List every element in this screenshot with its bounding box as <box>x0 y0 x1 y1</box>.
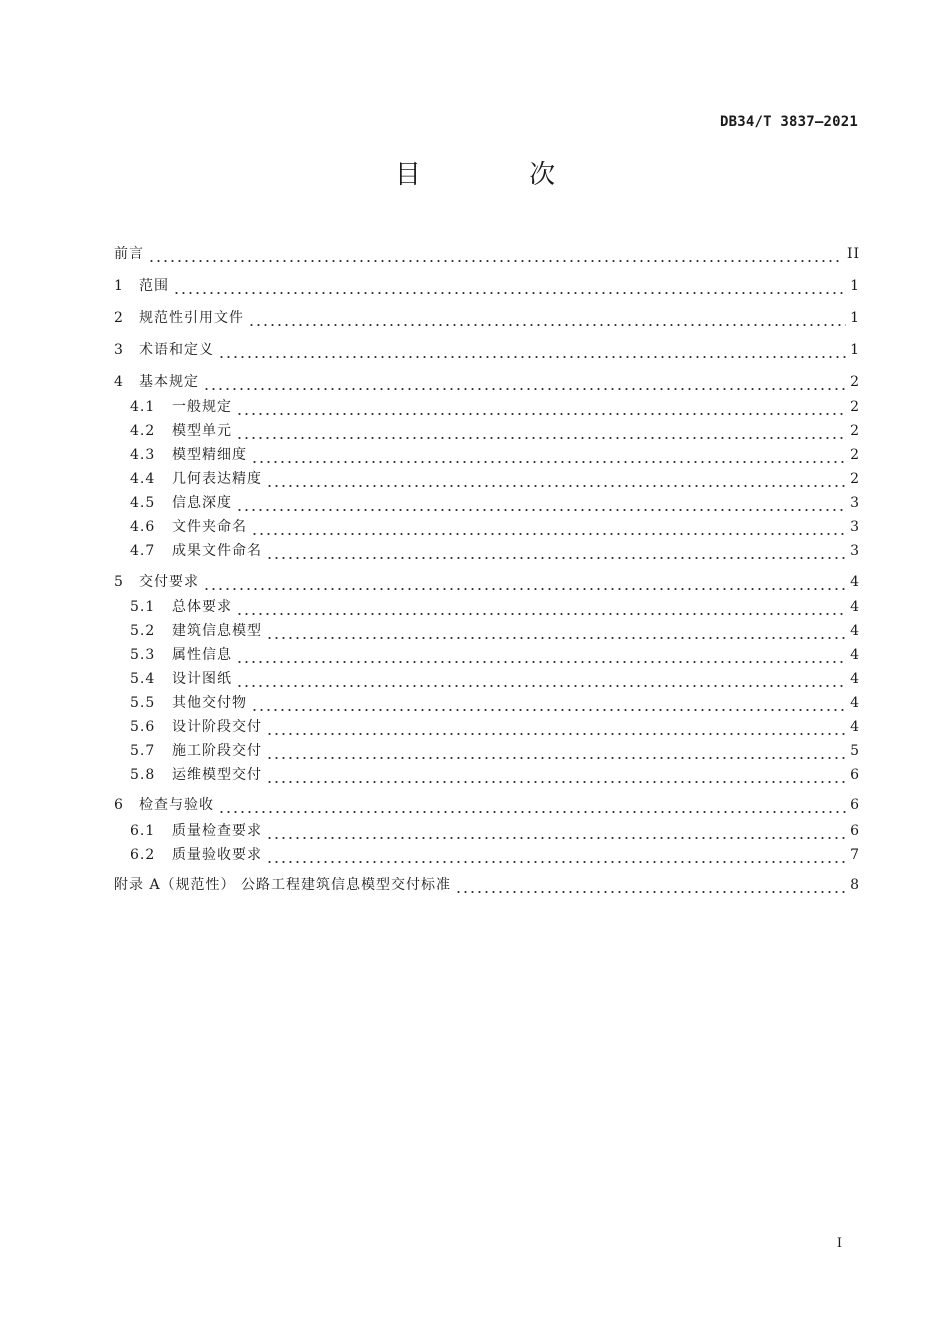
toc-entry-title: 规范性引用文件 <box>139 310 244 326</box>
toc-entry[interactable] <box>130 669 860 689</box>
toc-entry-title: 质量检查要求 <box>172 823 262 839</box>
toc-entry-number: 4.3 <box>130 447 156 463</box>
toc-entry[interactable] <box>130 421 860 441</box>
toc-entry[interactable] <box>130 645 860 665</box>
toc-entry-title: 模型精细度 <box>172 447 247 463</box>
toc-entry-page: 2 <box>850 447 860 463</box>
toc-entry-page: 6 <box>850 797 860 813</box>
toc-entry[interactable] <box>130 517 860 537</box>
toc-entry[interactable] <box>130 397 860 417</box>
toc-entry-number: 6.1 <box>130 823 156 839</box>
toc-entry-number: 2 <box>114 310 123 326</box>
toc-dot-leader <box>218 795 846 815</box>
toc-entry-number: 1 <box>114 278 123 294</box>
toc-entry-number: 4 <box>114 374 123 390</box>
toc-entry[interactable] <box>114 340 860 360</box>
toc-dot-leader <box>218 340 846 360</box>
toc-entry-page: 7 <box>850 847 860 863</box>
toc-entry-number: 4.7 <box>130 543 156 559</box>
toc-dot-leader <box>236 421 846 441</box>
toc-dot-leader <box>236 669 846 689</box>
toc-entry-page: 3 <box>850 543 860 559</box>
toc-entry-number: 4.1 <box>130 399 156 415</box>
toc-entry[interactable] <box>114 795 860 815</box>
toc-dot-leader <box>148 244 843 264</box>
toc-entry-page: 1 <box>850 342 860 358</box>
toc-entry[interactable] <box>130 493 860 513</box>
toc-entry-title: 一般规定 <box>172 399 232 415</box>
toc-entry-page: 6 <box>850 767 860 783</box>
toc-entry-title: 基本规定 <box>139 374 199 390</box>
toc-dot-leader <box>266 741 846 761</box>
toc-entry-number: 5.1 <box>130 599 156 615</box>
toc-entry-number: 5.6 <box>130 719 156 735</box>
toc-dot-leader <box>266 469 846 489</box>
toc-entry-page: 1 <box>850 278 860 294</box>
toc-entry-title: 几何表达精度 <box>172 471 262 487</box>
toc-entry-page: 2 <box>850 471 860 487</box>
toc-entry[interactable] <box>130 765 860 785</box>
toc-entry-page: 3 <box>850 495 860 511</box>
toc-entry[interactable] <box>130 597 860 617</box>
toc-entry[interactable] <box>130 445 860 465</box>
toc-entry-title: 建筑信息模型 <box>172 623 262 639</box>
toc-dot-leader <box>203 372 846 392</box>
toc-entry-page: II <box>846 246 860 262</box>
toc-entry-title: 设计图纸 <box>172 671 232 687</box>
toc-dot-leader <box>248 308 846 328</box>
toc-entry-number: 5.3 <box>130 647 156 663</box>
toc-dot-leader <box>173 276 846 296</box>
toc-entry-title: 附录 A（规范性） 公路工程建筑信息模型交付标准 <box>114 877 452 893</box>
toc-entry-number: 5.7 <box>130 743 156 759</box>
toc-dot-leader <box>236 597 846 617</box>
toc-entry-title: 施工阶段交付 <box>172 743 262 759</box>
toc-entry[interactable] <box>130 741 860 761</box>
toc-entry-page: 8 <box>850 877 860 893</box>
toc-dot-leader <box>455 875 846 895</box>
toc-entry-page: 1 <box>850 310 860 326</box>
toc-entry-title: 前言 <box>114 246 144 262</box>
toc-entry-title: 总体要求 <box>172 599 232 615</box>
toc-entry[interactable] <box>130 469 860 489</box>
toc-entry-page: 4 <box>850 647 860 663</box>
toc-entry-title: 设计阶段交付 <box>172 719 262 735</box>
toc-entry[interactable] <box>130 693 860 713</box>
toc-entry[interactable] <box>114 244 860 264</box>
toc-entry-title: 成果文件命名 <box>172 543 262 559</box>
toc-entry[interactable] <box>114 572 860 592</box>
toc-dot-leader <box>203 572 846 592</box>
toc-entry-number: 5.5 <box>130 695 156 711</box>
toc-dot-leader <box>236 397 846 417</box>
toc-entry-page: 4 <box>850 671 860 687</box>
toc-entry-title: 质量验收要求 <box>172 847 262 863</box>
toc-dot-leader <box>266 765 846 785</box>
toc-entry-title: 运维模型交付 <box>172 767 262 783</box>
toc-dot-leader <box>236 645 846 665</box>
toc-entry-page: 4 <box>850 719 860 735</box>
toc-entry-page: 2 <box>850 374 860 390</box>
page-number: I <box>836 1236 842 1251</box>
toc-entry-number: 5.8 <box>130 767 156 783</box>
toc-entry[interactable] <box>130 845 860 865</box>
toc-entry-page: 4 <box>850 574 860 590</box>
toc-entry-number: 4.4 <box>130 471 156 487</box>
toc-entry-title: 文件夹命名 <box>172 519 247 535</box>
toc-entry-page: 3 <box>850 519 860 535</box>
toc-entry[interactable] <box>114 372 860 392</box>
toc-entry-page: 4 <box>850 695 860 711</box>
page-title: 目 次 <box>394 160 606 190</box>
toc-entry-number: 4.5 <box>130 495 156 511</box>
toc-entry-page: 5 <box>850 743 860 759</box>
toc-entry[interactable] <box>130 541 860 561</box>
toc-entry-page: 2 <box>850 399 860 415</box>
toc-dot-leader <box>266 821 846 841</box>
toc-entry[interactable] <box>130 621 860 641</box>
toc-entry-title: 交付要求 <box>139 574 199 590</box>
toc-entry-number: 4.2 <box>130 423 156 439</box>
toc-entry-page: 4 <box>850 599 860 615</box>
toc-entry-title: 信息深度 <box>172 495 232 511</box>
toc-entry[interactable] <box>114 308 860 328</box>
toc-dot-leader <box>266 541 846 561</box>
toc-entry[interactable] <box>114 276 860 296</box>
toc-entry-page: 4 <box>850 623 860 639</box>
toc-entry-title: 模型单元 <box>172 423 232 439</box>
toc-entry-number: 6 <box>114 797 123 813</box>
toc-entry-number: 5.4 <box>130 671 156 687</box>
toc-entry-number: 5 <box>114 574 123 590</box>
toc-entry-title: 其他交付物 <box>172 695 247 711</box>
toc-dot-leader <box>266 621 846 641</box>
toc-dot-leader <box>236 493 846 513</box>
toc-dot-leader <box>251 517 846 537</box>
toc-dot-leader <box>266 845 846 865</box>
toc-entry-title: 检查与验收 <box>139 797 214 813</box>
toc-entry-title: 范围 <box>139 278 169 294</box>
toc-entry[interactable] <box>130 717 860 737</box>
toc-dot-leader <box>251 445 846 465</box>
toc-entry-number: 6.2 <box>130 847 156 863</box>
toc-entry-number: 5.2 <box>130 623 156 639</box>
toc-entry-title: 属性信息 <box>172 647 232 663</box>
toc-dot-leader <box>251 693 846 713</box>
toc-entry[interactable] <box>114 875 860 895</box>
toc-entry-number: 4.6 <box>130 519 156 535</box>
toc-entry-title: 术语和定义 <box>139 342 214 358</box>
toc-entry-number: 3 <box>114 342 123 358</box>
toc-entry-page: 2 <box>850 423 860 439</box>
toc-entry-page: 6 <box>850 823 860 839</box>
document-code: DB34/T 3837—2021 <box>719 114 858 130</box>
toc-entry[interactable] <box>130 821 860 841</box>
toc-dot-leader <box>266 717 846 737</box>
